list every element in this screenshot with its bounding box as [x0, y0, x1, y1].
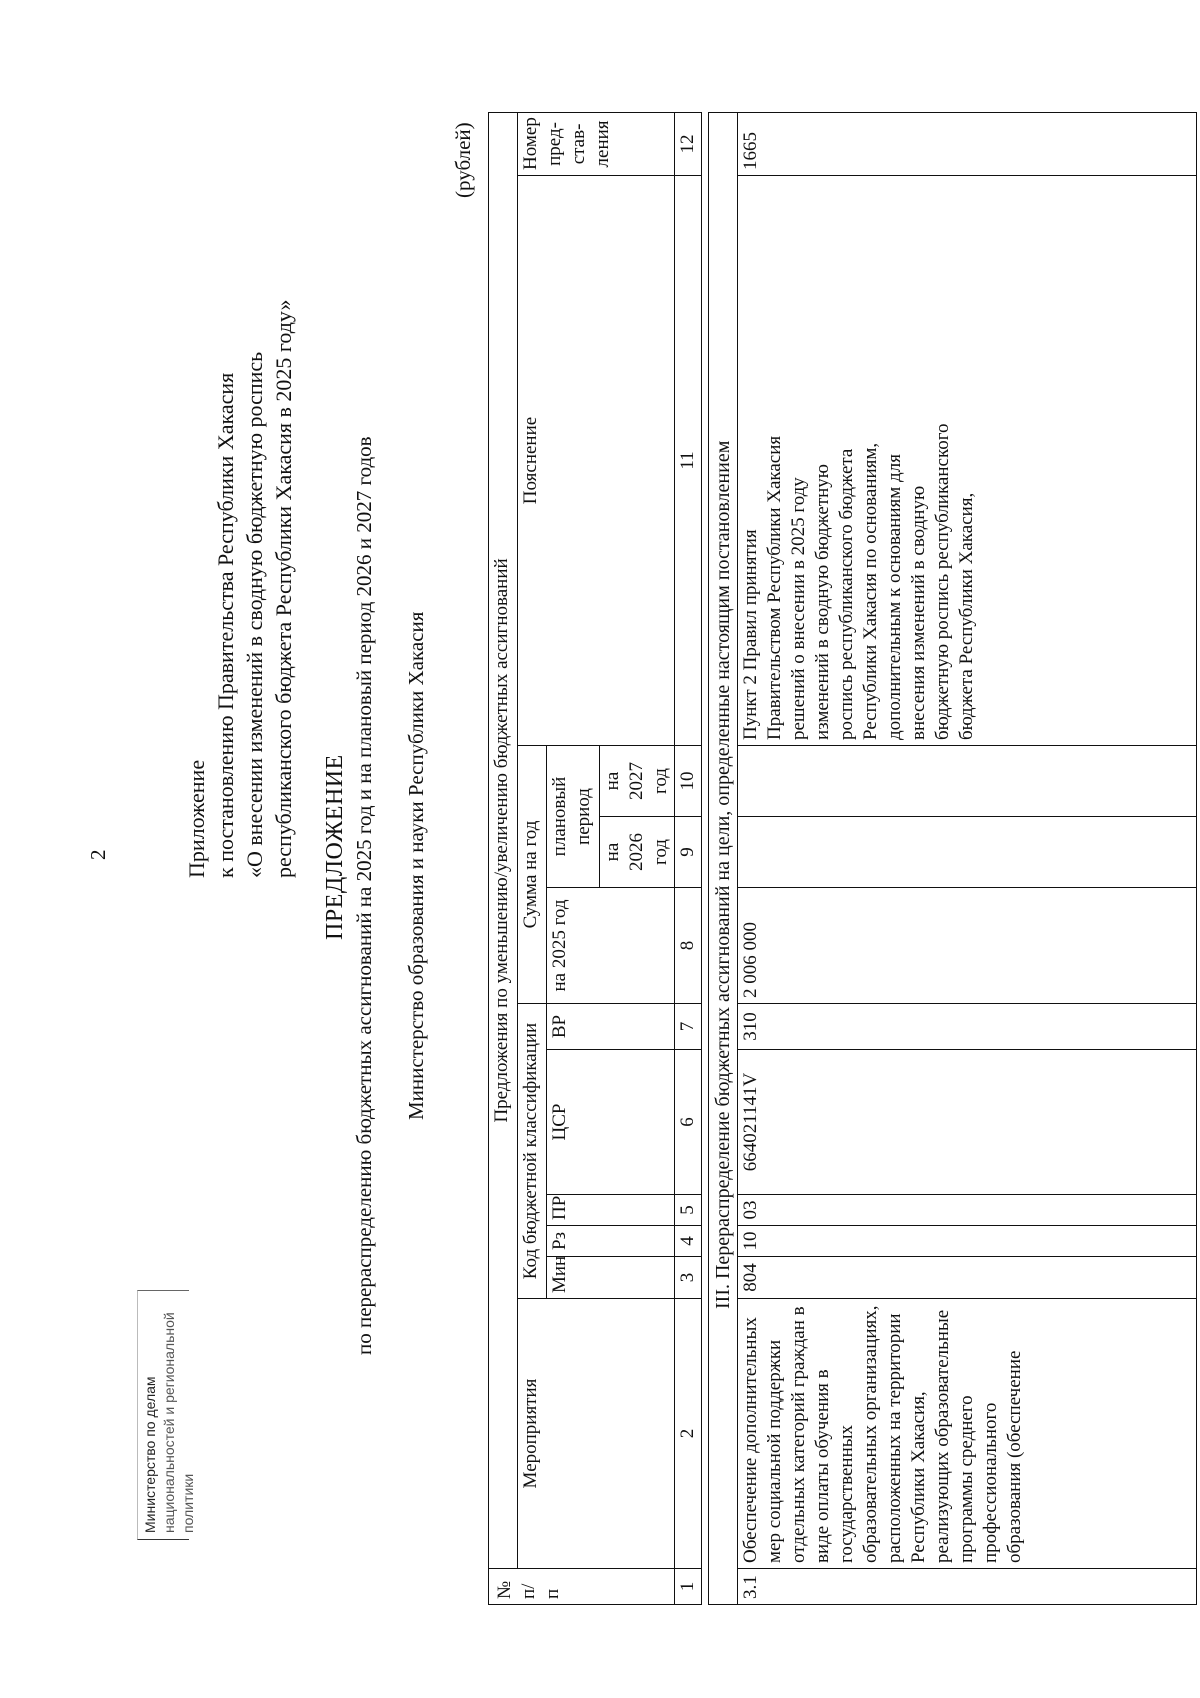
unit-label: (рублей) — [451, 122, 475, 198]
column-numbers-row — [675, 112, 702, 1604]
header-min: Мин — [547, 1257, 675, 1299]
document-subtitle: по перераспределению бюджетных ассигнований на 2025 год и на плановый период 2026 и 2027 годов — [352, 436, 376, 1355]
header-row-1 — [489, 112, 518, 1604]
section-title: III. Перераспределение бюджетных ассигнований на цели, определенные настоящим постановлением — [709, 112, 738, 1604]
stamp-line-1: Министерство по делам — [142, 1376, 158, 1533]
row-csr: 664021141V — [738, 1050, 1197, 1195]
header-pr: ПР — [547, 1195, 675, 1226]
spacer-row — [702, 112, 709, 1604]
col-number-6: 6 — [675, 1050, 702, 1195]
col-number-4: 4 — [675, 1226, 702, 1257]
col-number-10: 10 — [675, 746, 702, 817]
header-sum: Сумма на год — [518, 746, 547, 1004]
stamp-line-2: национальностей и региональной — [161, 1312, 177, 1533]
annex-header — [182, 300, 298, 878]
allocation-table — [488, 112, 1197, 1605]
header-row-2 — [518, 112, 547, 1604]
annex-line-3: «О внесении изменений в сводную бюджетную роспись — [242, 351, 267, 878]
header-measures: Мероприятия — [518, 1299, 675, 1569]
annex-line-4: республиканского бюджета Республики Хакасия в 2025 году» — [271, 299, 296, 878]
annex-line-2: к постановлению Правительства Республики Хакасия — [213, 372, 238, 878]
row-number: 3.1 — [738, 1569, 1197, 1605]
header-proposals: Предложения по уменьшению/увеличению бюджетных ассигнований — [489, 112, 518, 1568]
header-representation-number: Номер пред- став- ления — [518, 112, 675, 175]
page-number: 2 — [86, 849, 110, 860]
col-number-2: 2 — [675, 1299, 702, 1569]
row-explanation: Пункт 2 Правил принятия Правительством Республики Хакасия решений о внесении в 2025 году изменений в сводную бюджетную роспись республиканского бюджета Республики Хакасия по основаниям, дополнительным к основаниям для внесения изменений в сводную бюджетную роспись республиканского бюджета Республики Хакасия, — [738, 176, 1197, 746]
row-rz: 10 — [738, 1226, 1197, 1257]
ministry-name: Министерство образования и науки Республики Хакасия — [404, 611, 428, 1120]
header-2027: на 2027 год — [600, 746, 675, 817]
col-number-11: 11 — [675, 176, 702, 746]
header-vr: ВР — [547, 1004, 675, 1050]
header-code: Код бюджетной классификации — [518, 1004, 547, 1299]
header-explanation: Пояснение — [518, 176, 675, 746]
row-sum-2027 — [738, 746, 1197, 817]
col-number-5: 5 — [675, 1195, 702, 1226]
row-sum-2026 — [738, 817, 1197, 888]
col-number-1: 1 — [675, 1569, 702, 1605]
header-number: № п/п — [489, 1569, 675, 1605]
header-2025: на 2025 год — [547, 888, 675, 1004]
header-2026: на 2026 год — [600, 817, 675, 888]
stamp-line-3: политики — [180, 1473, 196, 1533]
header-plan-period: плановый период — [547, 746, 600, 888]
row-min: 804 — [738, 1257, 1197, 1299]
col-number-9: 9 — [675, 817, 702, 888]
spacer-cell — [702, 112, 709, 1604]
section-row — [709, 112, 738, 1604]
row-representation-number: 1665 — [738, 112, 1197, 175]
col-number-7: 7 — [675, 1004, 702, 1050]
row-vr: 310 — [738, 1004, 1197, 1050]
row-measure: Обеспечение дополнительных мер социальной поддержки отдельных категорий граждан в виде оплаты обучения в государственных образовательных организациях, расположенных на территории Республики Хакасия, реализующих образовательные программы среднего профессионального образования (обеспечение — [738, 1299, 1197, 1569]
col-number-12: 12 — [675, 112, 702, 175]
registration-stamp — [137, 1290, 196, 1540]
header-csr: ЦСР — [547, 1050, 675, 1195]
annex-line-1: Приложение — [184, 759, 209, 878]
row-pr: 03 — [738, 1195, 1197, 1226]
table-row — [738, 112, 1197, 1604]
col-number-3: 3 — [675, 1257, 702, 1299]
row-sum-2025: 2 006 000 — [738, 888, 1197, 1004]
col-number-8: 8 — [675, 888, 702, 1004]
document-title: ПРЕДЛОЖЕНИЕ — [322, 754, 348, 940]
header-rz: Рз — [547, 1226, 675, 1257]
